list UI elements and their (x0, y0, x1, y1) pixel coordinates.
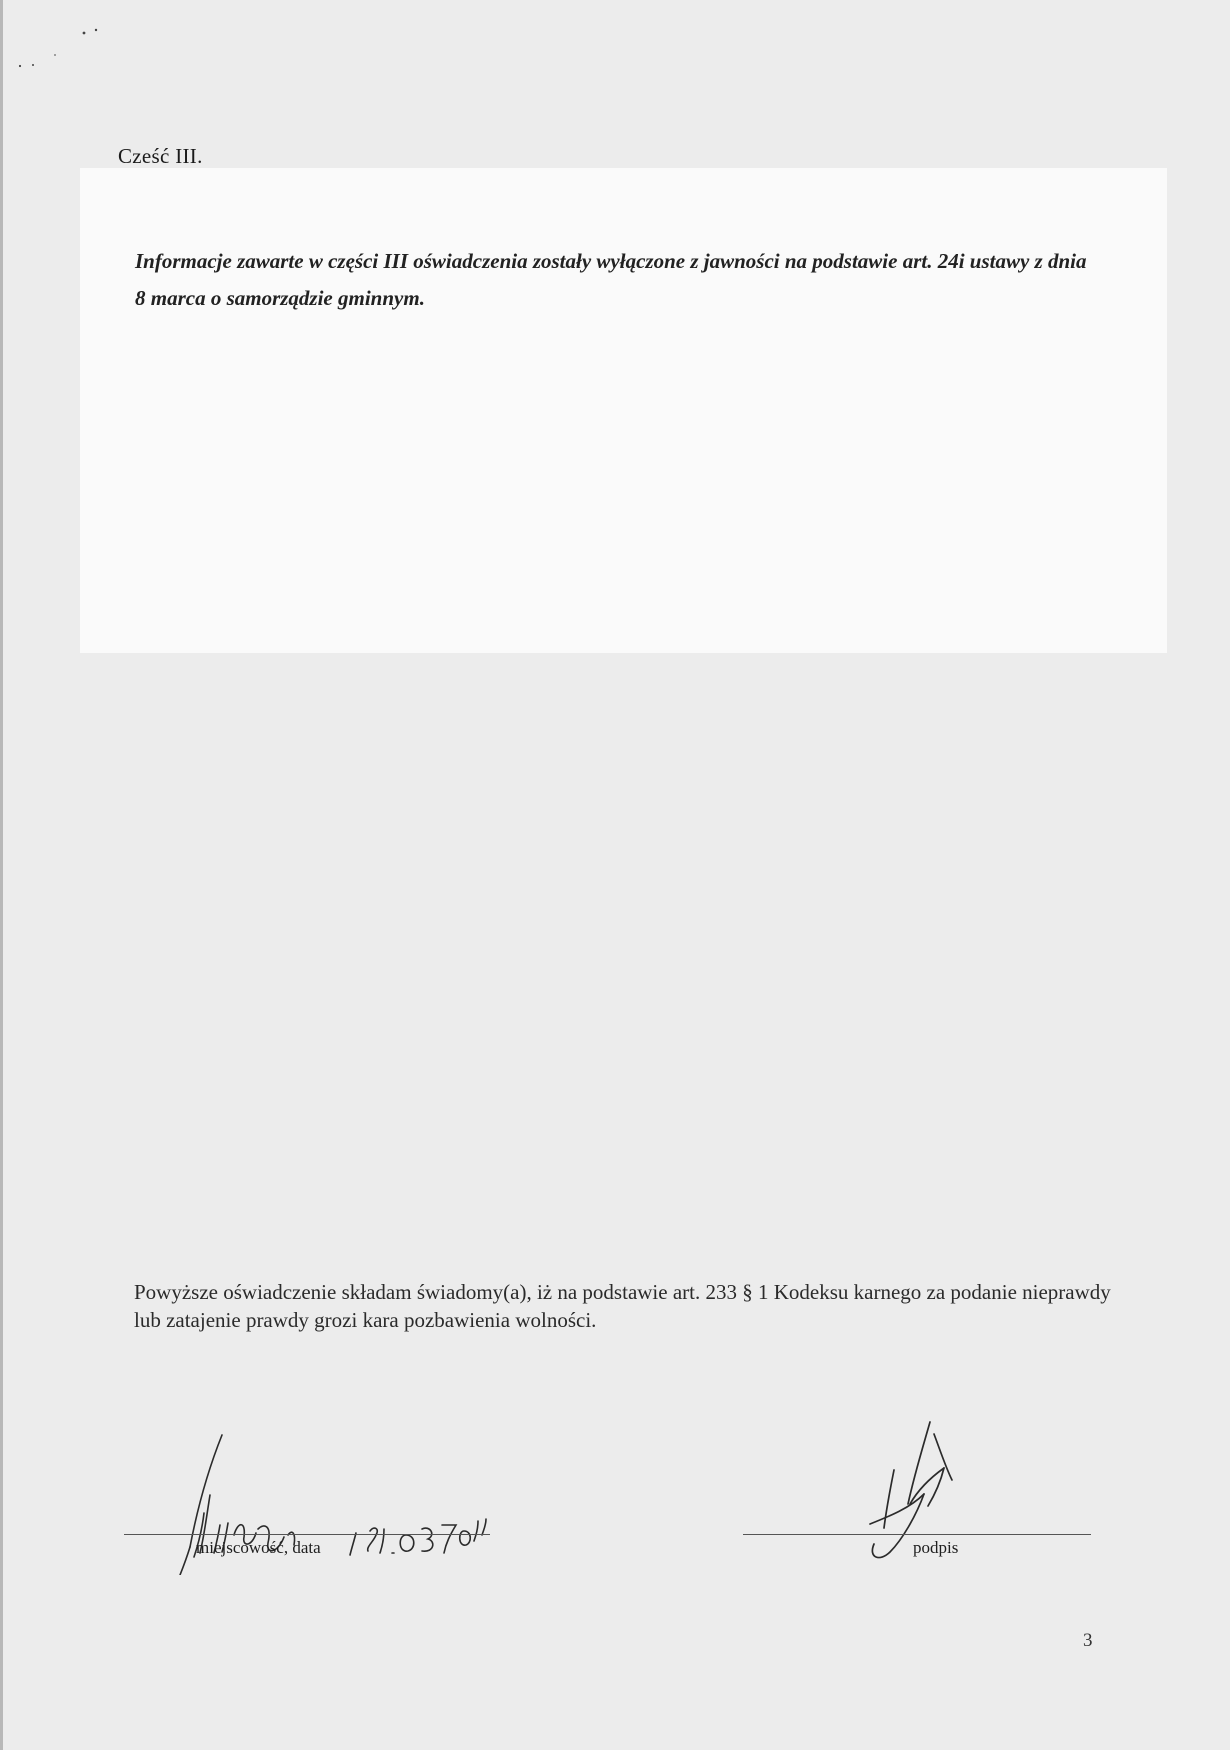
signature-line (743, 1534, 1091, 1535)
redaction-note: Informacje zawarte w części III oświadczenia zostały wyłączone z jawności na podstawie art. 24i ustawy z dnia 8 marca o samorządzie gminnym. (135, 249, 1087, 310)
redacted-area (80, 168, 1167, 653)
scan-edge (0, 0, 3, 1750)
signature-caption: podpis (913, 1538, 959, 1557)
section-title: Cześć III. (118, 144, 203, 168)
scan-specks (0, 0, 120, 90)
page-number: 3 (1083, 1630, 1093, 1651)
legal-statement: Powyższe oświadczenie składam świadomy(a), iż na podstawie art. 233 § 1 Kodeksu karnego za podanie nieprawdy lub zatajenie prawdy grozi kara pozbawienia wolności. (134, 1280, 1111, 1332)
place-date-line (124, 1534, 490, 1535)
place-date-caption: miejscowość, data (196, 1538, 321, 1557)
